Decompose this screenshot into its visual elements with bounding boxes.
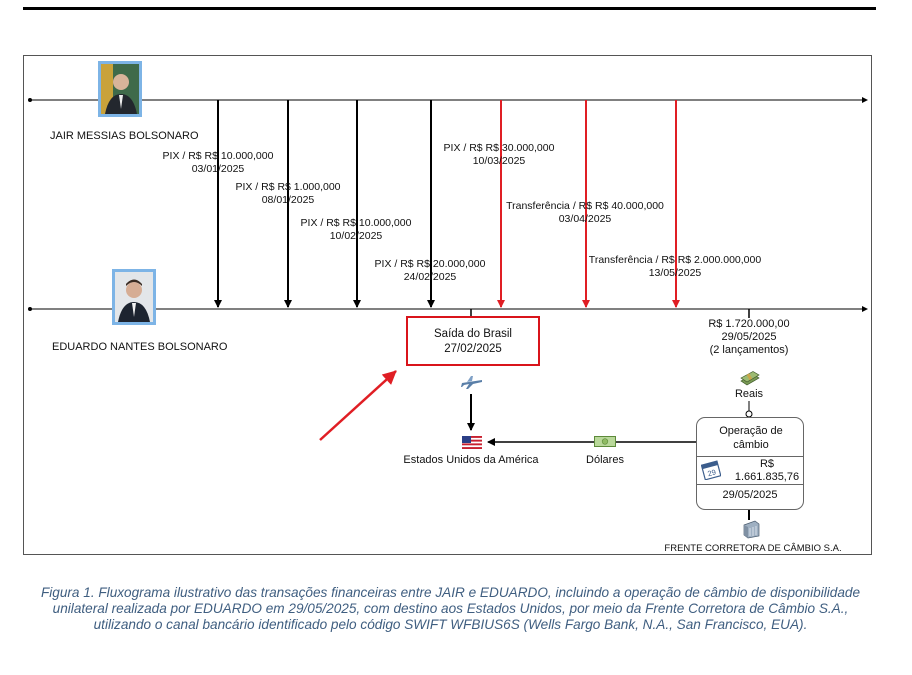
portrait-eduardo (112, 269, 156, 325)
transfer-label-2: PIX / R$ R$ 1.000,000 08/01/2025 (235, 181, 341, 206)
cambio-divider-bottom (697, 484, 803, 485)
transfer-label-4: PIX / R$ R$ 20.000,000 24/02/2025 (374, 258, 486, 283)
operacao-cambio-box (696, 417, 804, 510)
bank-building-icon (741, 520, 761, 539)
transfer-label-5: PIX / R$ R$ 30.000,000 10/03/2025 (443, 142, 555, 167)
cambio-date: 29/05/2025 (722, 489, 778, 501)
annotation-arrow (320, 371, 396, 440)
transfer-label-7: Transferência / R$ R$ 2.000.000,000 13/05/2025 (588, 254, 762, 279)
transfer-label-3: PIX / R$ R$ 10.000,000 10/02/2025 (300, 217, 412, 242)
corretora-label: FRENTE CORRETORA DE CÂMBIO S.A. (664, 543, 842, 554)
airplane-icon (461, 374, 483, 390)
saida-do-brasil-box (406, 316, 540, 366)
usa-flag-icon (462, 436, 482, 449)
money-bundle-icon (739, 371, 761, 387)
banknote-icon (594, 436, 616, 447)
transfer-label-1: PIX / R$ R$ 10.000,000 03/01/2025 (162, 150, 274, 175)
cambio-divider-top (697, 456, 803, 457)
transfer-label-6: Transferência / R$ R$ 40.000,000 03/04/2025 (506, 200, 664, 225)
reais-label: Reais (734, 388, 764, 400)
withdrawal-label: R$ 1.720.000,00 29/05/2025 (2 lançamentos) (708, 318, 790, 356)
eduardo-name-label: EDUARDO NANTES BOLSONARO (52, 341, 228, 353)
cambio-title: Operação de câmbio (719, 425, 783, 451)
cambio-value: R$ 1.661.835,76 (734, 458, 800, 483)
usa-label: Estados Unidos da América (403, 454, 539, 466)
saida-title: Saída do Brasil (434, 328, 512, 340)
portrait-jair (98, 61, 142, 117)
calendar-day: 29 (706, 467, 717, 479)
dolares-label: Dólares (586, 454, 624, 466)
calendar-icon (701, 460, 721, 480)
figure-caption: Figura 1. Fluxograma ilustrativo das transações financeiras entre JAIR e EDUARDO, incluindo a operação de câmbio de disponibilidade unilateral realizada por EDUARDO em 29/05/2025, com destino aos Estados Unidos, por meio da Frente Corretora de Câmbio S.A., utilizando o canal bancário identificado pelo código SWIFT WFBIUS6S (Wells Fargo Bank, N.A., San Francisco, EUA). (40, 585, 861, 632)
saida-date: 27/02/2025 (444, 343, 502, 355)
jair-name-label: JAIR MESSIAS BOLSONARO (50, 130, 199, 142)
